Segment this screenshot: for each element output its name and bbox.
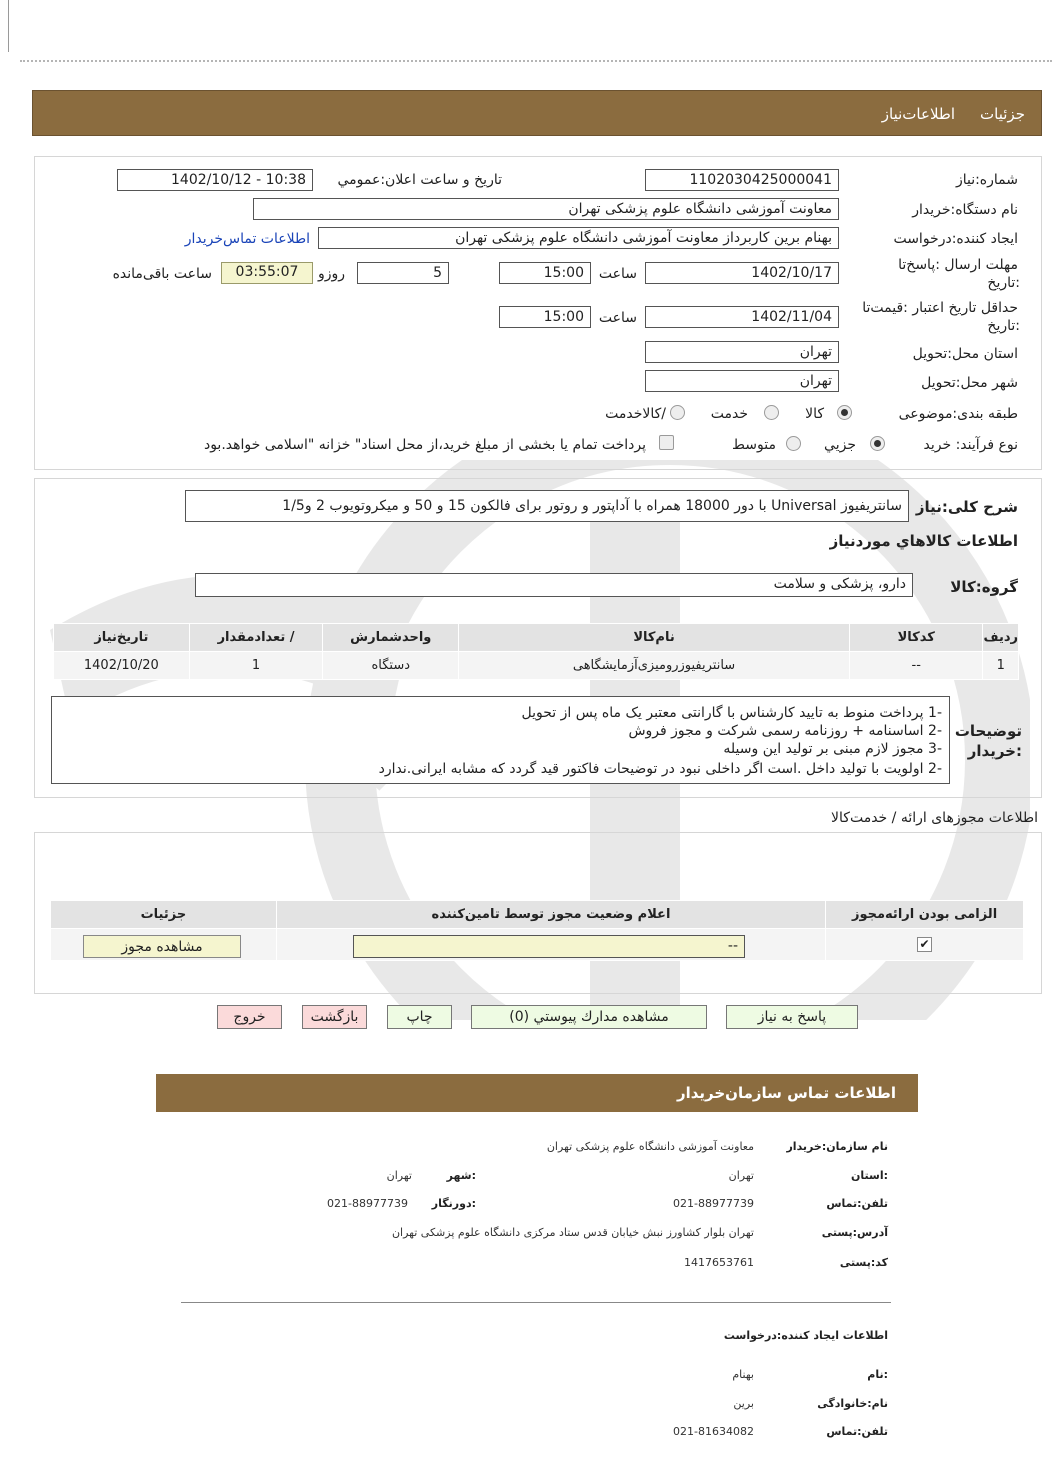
- cell-row: 1: [983, 652, 1019, 680]
- deadline-label-date: :تاریخ: [987, 275, 1020, 291]
- buyer-notes-label-2: :خریدار: [967, 742, 1022, 760]
- contact-fax-label: :دورنگار: [431, 1197, 476, 1210]
- creator-family-label: نام:خانوادگی: [817, 1397, 888, 1410]
- process-radio-medium[interactable]: [786, 436, 801, 451]
- payment-checkbox[interactable]: [659, 435, 674, 450]
- city-label: شهر محل:تحویل: [921, 375, 1018, 391]
- contact-fax: 021-88977739: [327, 1197, 408, 1210]
- buyer-note-3: -3 مجوز لازم مبنی بر تولید این وسیله: [723, 741, 942, 757]
- col-permit-required: الزامی بودن ارائه‌مجوز: [826, 901, 1024, 929]
- contact-city: تهران: [386, 1169, 412, 1182]
- deadline-time-label: ساعت: [598, 266, 637, 282]
- contact-address-label: آدرس:پستی: [821, 1226, 888, 1239]
- col-name: نام‌کالا: [459, 624, 850, 652]
- contact-province: تهران: [728, 1169, 754, 1182]
- buyer-notes-label: توضیحات: [954, 722, 1022, 740]
- col-code: کدکالا: [849, 624, 983, 652]
- contact-postal-label: کد:پستی: [839, 1256, 888, 1269]
- tab-need-info[interactable]: اطلاعات‌نیاز: [881, 105, 955, 123]
- remaining-time: 03:55:07: [221, 262, 313, 284]
- cell-permit-required: [826, 929, 1024, 961]
- validity-time-label: ساعت: [598, 310, 637, 326]
- validity-label: حداقل تاریخ اعتبار :قیمت‌تا: [862, 300, 1018, 316]
- creator-name-label: :نام: [867, 1368, 888, 1381]
- need-number-field: 1102030425000041: [645, 169, 839, 191]
- province-label: استان محل:تحویل: [912, 346, 1018, 362]
- goods-info-title: اطلاعات كالاهاي موردنياز: [829, 532, 1018, 550]
- buyer-org-field: معاونت آموزشی دانشگاه علوم پزشکی تهران: [253, 198, 839, 220]
- permit-status-field[interactable]: --: [353, 935, 745, 958]
- permits-title: اطلاعات مجوزهای ارائه / خدمت‌کالا: [831, 810, 1038, 826]
- contact-header-bar: [156, 1074, 918, 1112]
- process-radio-minor[interactable]: [870, 436, 885, 451]
- col-permit-details: جزئیات: [51, 901, 277, 929]
- cell-unit: دستگاه: [323, 652, 459, 680]
- contact-city-label: :شهر: [446, 1169, 476, 1182]
- deadline-time-field: 15:00: [499, 262, 591, 284]
- goods-table: [53, 623, 1019, 680]
- creator-field: بهنام برین کاربرداز معاونت آموزشی دانشگاه علوم پزشکی تهران: [318, 227, 839, 249]
- description-label: شرح کلی:نیاز: [915, 498, 1018, 516]
- check-icon[interactable]: ✔: [917, 937, 932, 952]
- buyer-contact-link[interactable]: اطلاعات تماس‌خریدار: [184, 231, 310, 247]
- permits-table-header: [51, 901, 1024, 929]
- col-unit: واحدشمارش: [323, 624, 459, 652]
- creator-label: ایجاد کننده:درخواست: [893, 231, 1018, 247]
- deadline-label: مهلت ارسال :پاسخ‌تا: [898, 257, 1018, 273]
- goods-table-header: [54, 624, 1019, 652]
- category-radio-goods-service[interactable]: [670, 405, 685, 420]
- city-field: تهران: [645, 370, 839, 392]
- need-number-label: شماره:نیاز: [955, 172, 1018, 188]
- col-permit-status: اعلام وضعیت مجوز توسط تامین‌کننده: [276, 901, 825, 929]
- cell-name: سانتریفیوزرومیزی‌آزمایشگاهی: [459, 652, 850, 680]
- buyer-note-2: -2 اساسنامه + روزنامه رسمی شرکت و مجوز فروش: [628, 723, 942, 739]
- top-divider: [20, 60, 1052, 62]
- contact-phone-label: تلفن:تماس: [826, 1197, 888, 1210]
- announce-label: تاریخ و ساعت اعلان:عمومي: [337, 172, 502, 188]
- cell-date: 1402/10/20: [54, 652, 190, 680]
- description-field: سانتریفیوز Universal با دور 18000 همراه با آداپتور و روتور برای فالکون 15 و 50 و میکروتویوب 2 و1/5: [185, 490, 909, 522]
- category-option-service: خدمت: [710, 406, 748, 422]
- category-radio-goods[interactable]: [837, 405, 852, 420]
- process-option-minor: جزيي: [824, 437, 856, 453]
- announce-field: 1402/10/12 - 10:38: [117, 169, 313, 191]
- category-label: طبقه بندی:موضوعی: [898, 406, 1018, 422]
- category-option-goods: کالا: [805, 406, 824, 422]
- process-option-medium: متوسط: [732, 437, 776, 453]
- contact-postal: 1417653761: [684, 1256, 754, 1269]
- contact-divider: [181, 1302, 891, 1303]
- remaining-label: ساعت باقی‌مانده: [112, 266, 212, 282]
- contact-org-label: نام سازمان:خریدار: [786, 1140, 888, 1153]
- days-field: 5: [357, 262, 449, 284]
- back-button[interactable]: بازگشت: [302, 1005, 367, 1029]
- header-bar: [32, 90, 1042, 136]
- col-qty: / تعدادمقدار: [189, 624, 323, 652]
- validity-label-date: :تاریخ: [987, 318, 1020, 334]
- col-date: تاریخ‌نیاز: [54, 624, 190, 652]
- view-permit-button[interactable]: مشاهده مجوز: [83, 935, 241, 958]
- table-row: [54, 652, 1019, 680]
- contact-org: معاونت آموزشی دانشگاه علوم پزشکی تهران: [546, 1140, 754, 1153]
- exit-button[interactable]: خروج: [217, 1005, 282, 1029]
- days-label: روزو: [317, 266, 345, 282]
- buyer-note-1: -1 پرداخت منوط به تایید کارشناس با گارانتی معتبر یک ماه پس از تحویل: [521, 705, 942, 721]
- creator-info-title: اطلاعات ایجاد کننده:درخواست: [723, 1329, 888, 1342]
- buyer-org-label: نام دستگاه:خریدار: [912, 202, 1018, 218]
- creator-phone: 021-81634082: [673, 1425, 754, 1438]
- tab-details[interactable]: جزئیات: [980, 105, 1025, 123]
- contact-title: اطلاعات تماس سازمان‌خریدار: [676, 1084, 896, 1102]
- contact-phone: 021-88977739: [673, 1197, 754, 1210]
- contact-province-label: :استان: [851, 1169, 888, 1182]
- creator-name: بهنام: [732, 1368, 754, 1381]
- deadline-date-field: 1402/10/17: [645, 262, 839, 284]
- creator-phone-label: تلفن:تماس: [826, 1425, 888, 1438]
- goods-group-label: گروه:کالا: [950, 578, 1018, 596]
- cell-qty: 1: [189, 652, 323, 680]
- payment-note: پرداخت تمام یا بخشی از مبلغ خرید،از محل اسناد" خزانه "اسلامی خواهد.بود: [203, 437, 646, 453]
- col-row: ردیف: [983, 624, 1019, 652]
- category-option-goods-service: /کالاخدمت: [605, 406, 666, 422]
- attachments-button[interactable]: مشاهده مدارك پيوستي (0): [471, 1005, 707, 1029]
- creator-family: برین: [733, 1397, 754, 1410]
- goods-group-field: دارو، پزشکی و سلامت: [195, 573, 913, 597]
- process-label: نوع فرآیند: خرید: [923, 437, 1018, 453]
- cell-code: --: [849, 652, 983, 680]
- category-radio-service[interactable]: [764, 405, 779, 420]
- validity-date-field: 1402/11/04: [645, 306, 839, 328]
- province-field: تهران: [645, 341, 839, 363]
- buyer-note-4: -2 اولویت با تولید داخل .است اگر داخلی نبود در توضیحات فاکتور قید گردد که مشابه ایرانی.ندارد: [378, 761, 942, 777]
- print-button[interactable]: چاپ: [387, 1005, 452, 1029]
- validity-time-field: 15:00: [499, 306, 591, 328]
- page-edge: [8, 0, 9, 52]
- reply-button[interactable]: پاسخ به نیاز: [726, 1005, 858, 1029]
- contact-address: تهران بلوار کشاورز نبش خیابان قدس ستاد مرکزی دانشگاه علوم پزشکی تهران: [391, 1226, 754, 1239]
